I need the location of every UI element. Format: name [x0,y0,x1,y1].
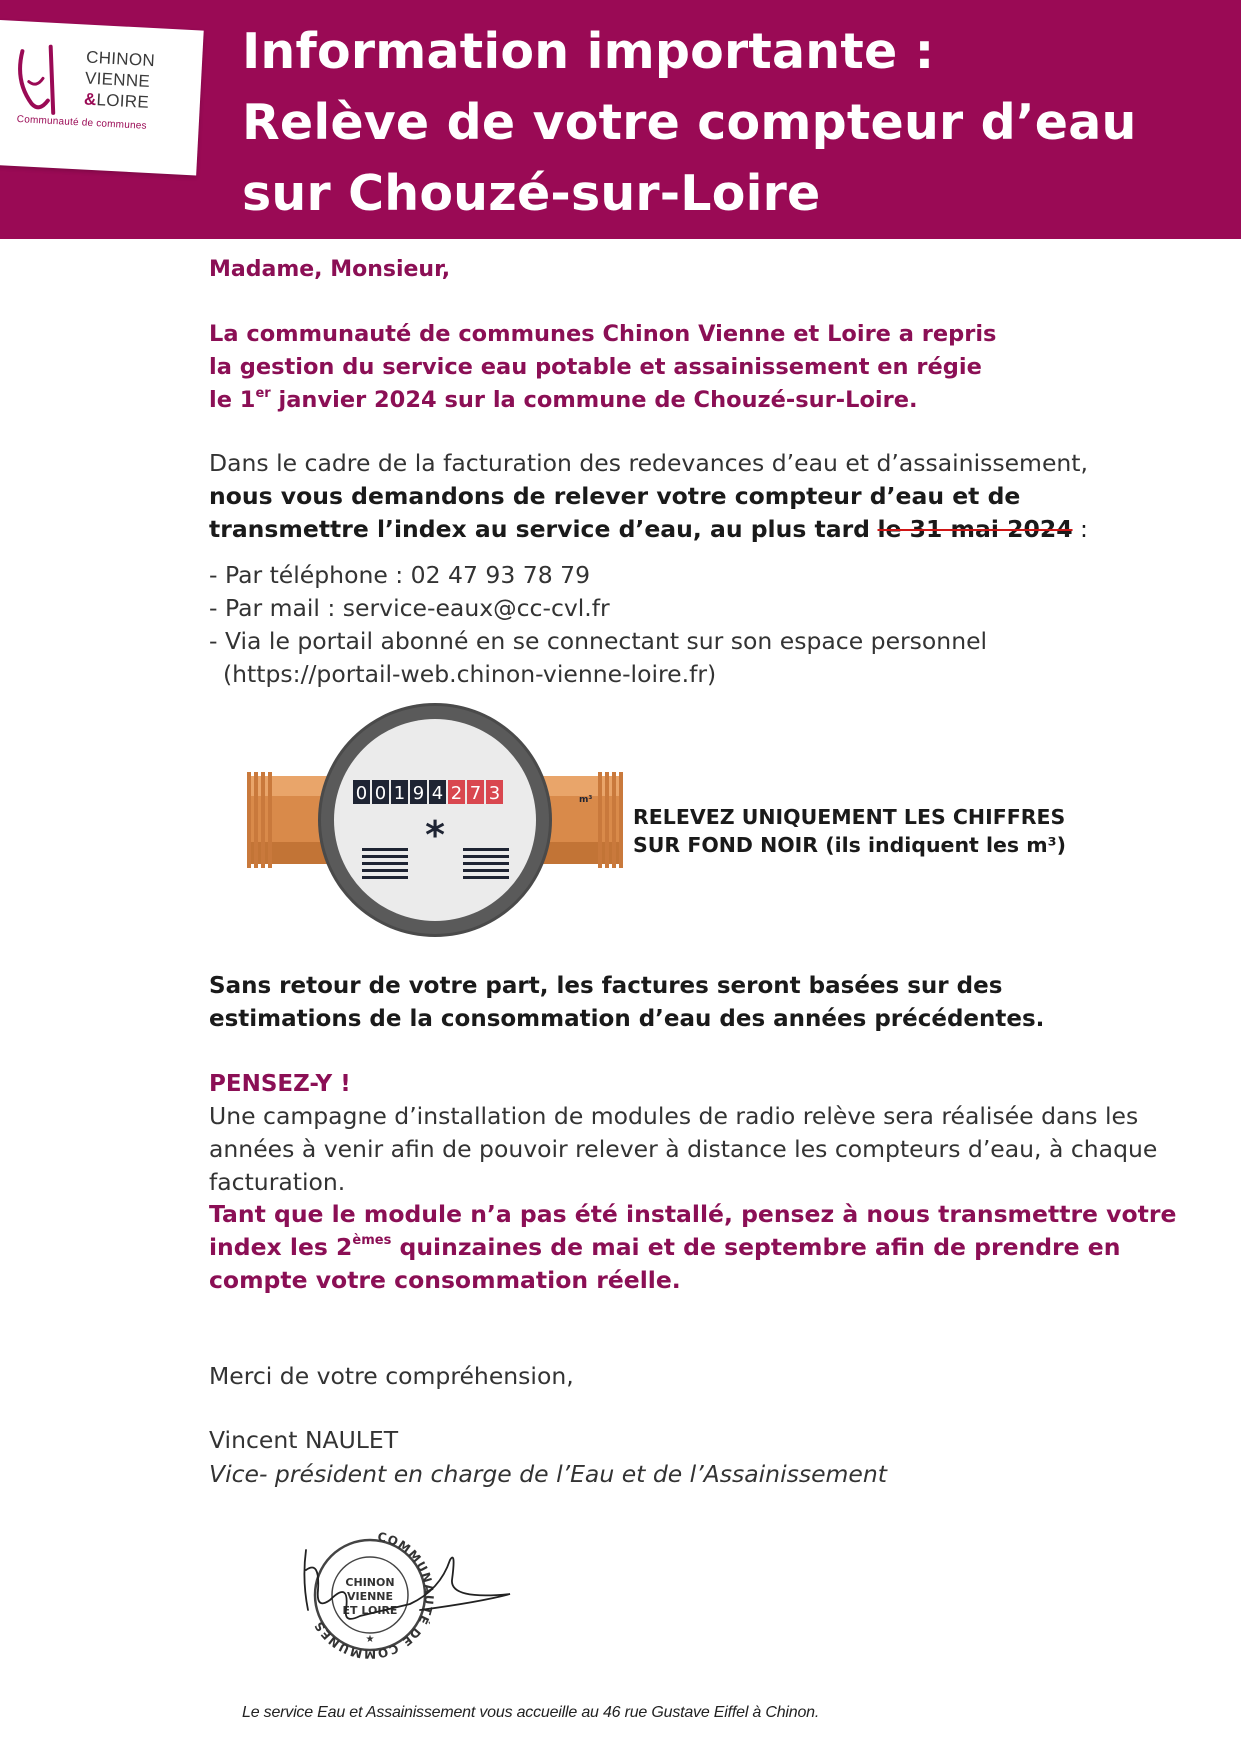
title-line-1: Information importante : [242,23,935,80]
meter-reading-note [633,803,1066,859]
signatory-name: Vincent NAULET [209,1426,399,1454]
contact-phone: - Par téléphone : 02 47 93 78 79 [209,561,591,589]
reminder-line: années à venir afin de pouvoir relever à distance les compteurs d’eau, à chaque [209,1135,1158,1163]
stamp-center-line: CHINON [345,1576,395,1589]
water-meter-illustration [245,702,625,942]
intro-line: La communauté de communes Chinon Vienne et Loire a repris [209,321,997,347]
stamp-center-line: VIENNE [346,1590,394,1603]
stamp-ring-text: COMMUNAUTÉ DE COMMUNES [311,1529,437,1660]
intro-line: la gestion du service eau potable et assainissement en régie [209,354,982,380]
logo-loire-text: LOIRE [96,90,150,112]
logo-mark-icon [13,41,87,120]
request-text: transmettre l’index au service d’eau, au plus tard [209,515,871,543]
meter-digit: 7 [469,783,482,804]
title-line-3: sur Chouzé-sur-Loire [242,165,821,222]
request-line: nous vous demandons de relever votre compteur d’eau et de [209,482,1021,510]
struck-deadline: le 31 mai 2024 [877,515,1073,543]
request-colon: : [1072,515,1088,543]
request-line [209,513,1199,546]
estimation-warning [209,970,1199,1036]
contact-list [209,559,1199,691]
logo-line-chinon: CHINON [85,47,156,71]
logo-wordmark [83,47,155,114]
reminder-emphasis [209,1198,1199,1297]
meter-digit: 1 [393,783,406,804]
meter-digit: 9 [412,783,425,804]
contact-portal: - Via le portail abonné en se connectant sur son espace personnel [209,627,988,655]
water-meter-icon [245,702,625,942]
reminder-bold-line: compte votre consommation réelle. [209,1266,681,1294]
warning-line: Sans retour de votre part, les factures seront basées sur des [209,973,1003,999]
contact-portal-url: (https://portail-web.chinon-vienne-loire.fr) [223,660,717,688]
meter-digit: 0 [355,783,368,804]
closing-line: Merci de votre compréhension, [209,1362,574,1390]
meter-center-symbol: * [425,813,445,857]
note-line: SUR FOND NOIR (ils indiquent les m³) [633,833,1066,857]
title-line-2: Relève de votre compteur d’eau [242,94,1137,151]
reminder-body [209,1100,1199,1199]
logo-line-vienne: VIENNE [84,68,151,91]
intro-paragraph [209,318,1199,417]
svg-text:★: ★ [365,1634,375,1645]
reminder-bold-line [209,1231,1199,1264]
meter-digit: 0 [374,783,387,804]
logo-line-loire [83,89,153,114]
reminder-line: facturation. [209,1168,346,1196]
header-banner [0,0,1241,239]
intro-line [209,384,1199,417]
signatory-role: Vice- président en charge de l’Eau et de l’Assainissement [209,1460,888,1488]
intro-text: janvier 2024 sur la commune de Chouzé-sur-Loire. [270,387,918,413]
logo [0,20,204,175]
request-paragraph [209,447,1199,546]
greeting: Madame, Monsieur, [209,257,451,282]
reminder-text: quinzaines de mai et de septembre afin de prendre en [391,1233,1121,1261]
logo-ampersand: & [83,89,98,110]
stamp-center-line: ET LOIRE [342,1604,398,1617]
reminder-superscript: èmes [352,1233,392,1249]
stamp-signature-icon [300,1520,520,1660]
reminder-bold-line: Tant que le module n’a pas été installé, pensez à nous transmettre votre [209,1200,1177,1228]
note-line: RELEVEZ UNIQUEMENT LES CHIFFRES [633,805,1066,829]
page-title [242,16,1137,229]
reminder-line: Une campagne d’installation de modules de radio relève sera réalisée dans les [209,1102,1139,1130]
reminder-title: PENSEZ-Y ! [209,1071,351,1097]
request-line: Dans le cadre de la facturation des redevances d’eau et d’assainissement, [209,449,1088,477]
meter-digit: 3 [488,783,501,804]
meter-digit: 2 [450,783,463,804]
intro-superscript: er [255,385,271,401]
meter-unit: m³ [579,795,593,805]
footer-note: Le service Eau et Assainissement vous accueille au 46 rue Gustave Eiffel à Chinon. [242,1704,820,1721]
logo-subtitle: Communauté de communes [16,114,147,132]
intro-text: le 1 [209,387,256,413]
warning-line: estimations de la consommation d’eau des années précédentes. [209,1006,1045,1032]
official-stamp [300,1520,520,1660]
meter-digit: 4 [431,783,444,804]
reminder-text: index les 2 [209,1233,353,1261]
contact-mail: - Par mail : service-eaux@cc-cvl.fr [209,594,610,622]
